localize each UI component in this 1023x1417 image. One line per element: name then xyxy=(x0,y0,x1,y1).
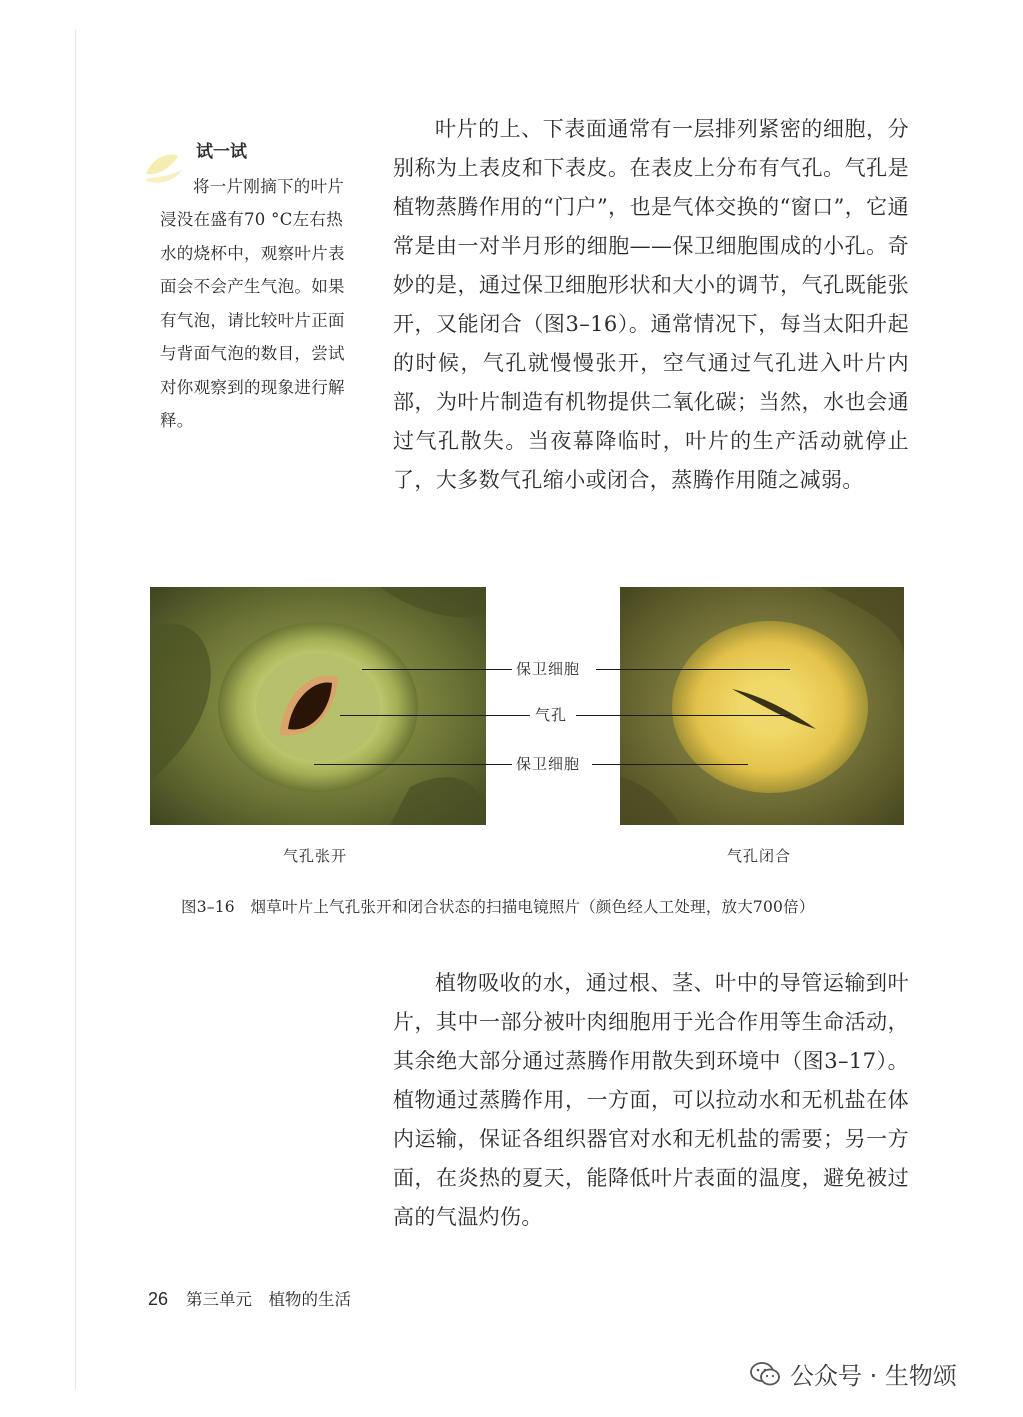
pointer-guard-cell-bottom-left xyxy=(314,764,514,765)
page-footer xyxy=(148,1286,351,1310)
wechat-icon xyxy=(750,1361,780,1387)
subcaption-open: 气孔张开 xyxy=(283,847,348,865)
stoma-closed-photo xyxy=(620,587,904,825)
stoma-open-photo xyxy=(150,587,486,825)
paragraph-transpiration: 植物吸收的水，通过根、茎、叶中的导管运输到叶片，其中一部分被叶肉细胞用于光合作用等生命活动，其余绝大部分通过蒸腾作用散失到环境中（图3–17）。植物通过蒸腾作用，一方面，可以拉动水和无机盐在体内运输，保证各组织器官对水和无机盐的需要；另一方面，在炎热的夏天，能降低叶片表面的温度，避免被过高的气温灼伤。 xyxy=(393,971,909,1229)
pointer-guard-cell-top-left xyxy=(362,669,512,670)
subcaption-closed: 气孔闭合 xyxy=(727,847,792,865)
pointer-guard-cell-bottom-right xyxy=(592,764,748,765)
pointer-guard-cell-top-right xyxy=(596,669,790,670)
figure-caption: 图3–16 烟草叶片上气孔张开和闭合状态的扫描电镜照片（颜色经人工处理，放大700倍） xyxy=(181,898,815,916)
label-guard-cell-bottom: 保卫细胞 xyxy=(512,755,584,773)
watermark xyxy=(750,1356,957,1391)
pointer-stoma-right xyxy=(576,715,790,716)
watermark-text: 公众号 · 生物颂 xyxy=(790,1362,957,1390)
unit-title: 第三单元 植物的生活 xyxy=(186,1291,352,1309)
sidebar-text: 将一片刚摘下的叶片浸没在盛有70 °C左右热水的烧杯中，观察叶片表面会不会产生气泡。如果有气泡，请比较叶片正面与背面气泡的数目，尝试对你观察到的现象进行解释。 xyxy=(160,176,345,430)
paragraph-stomata: 叶片的上、下表面通常有一层排列紧密的细胞，分别称为上表皮和下表皮。在表皮上分布有气孔。气孔是植物蒸腾作用的“门户”，也是气体交换的“窗口”，它通常是由一对半月形的细胞——保卫细胞围成的小孔。奇妙的是，通过保卫细胞形状和大小的调节，气孔既能张开，又能闭合（图3–16）。通常情况下，每当太阳升起的时候，气孔就慢慢张开，空气通过气孔进入叶片内部，为叶片制造有机物提供二氧化碳；当然，水也会通过气孔散失。当夜幕降临时，叶片的生产活动就停止了，大多数气孔缩小或闭合，蒸腾作用随之减弱。 xyxy=(393,117,909,492)
label-stoma: 气孔 xyxy=(531,706,571,724)
page-number: 26 xyxy=(148,1289,169,1309)
page-fold-line xyxy=(75,30,76,1390)
pointer-stoma-left xyxy=(340,715,530,716)
label-guard-cell-top: 保卫细胞 xyxy=(512,660,584,678)
sidebar-title: 试一试 xyxy=(196,142,247,162)
try-it-sidebar xyxy=(160,136,348,438)
